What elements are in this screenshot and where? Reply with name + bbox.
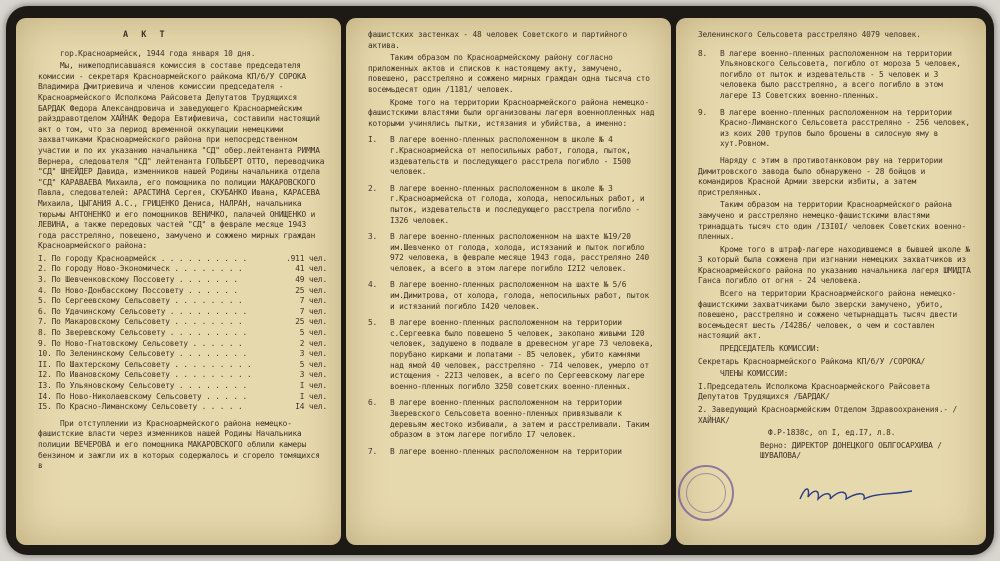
handwritten-signature (796, 483, 916, 505)
camp-item: 3. В лагере военно-пленных расположенном на шахте №19/20 им.Шевченко от голода, холода, истязаний и пыток погибло 972 человека, в феврале месяце 1943 года, расстреляно 240 человек, а всего в этом лагере погибло I2I2 человек. (368, 232, 650, 273)
continuation-text: Зеленинского Сельсовета расстреляно 4079 человек. (698, 30, 921, 39)
archive-reference: Ф.Р-1838с, оп I, ед.I7, л.8. (768, 428, 896, 438)
list-item: 6. По Удачинскому Сельсовету . . . . . . . . . 7 чел. (38, 306, 327, 316)
chair-name: /СОРОКА/ (888, 356, 926, 366)
list-item: 9. По Ново-Гнатовскому Сельсовету . . . . . . 2 чел. (38, 338, 327, 348)
list-item: 2. По городу Ново-Экономическ . . . . . . . . 41 чел. (38, 264, 327, 274)
summary-paragraph: Таким образом по Красноармейскому району согласно приложенных актов и списков к настоящему акту, замучено, повешено, расстреляно и сожжено мирных граждан одна тысяча сто восемьдесят один /1181/ человек. (368, 53, 650, 94)
victims-list (38, 254, 327, 413)
list-item: I. По городу Красноармейск . . . . . . . . . . .911 чел. (38, 253, 327, 263)
member-1: I.Председатель Исполкома Красноармейского Райсовета Депутатов Трудящихся /БАРДАК/ (698, 381, 930, 402)
camp-item: I. В лагере военно-пленных расположенном в школе № 4 г.Красноармейска от непосильных работ, голода, пыток, издевательств и последующего расстрела погибло - I500 человек. (368, 135, 631, 177)
camp-item: 9. В лагере военно-пленных расположенном на территории Красно-Лиманского Сельсовета расстреляно - 256 человек, из коих 200 трупов было брошены в силосную яму в хут.Ровном. (698, 107, 970, 149)
list-item: 5. По Сергеевскому Сельсовету . . . . . . . . 7 чел. (38, 296, 327, 306)
camp-item: 7. В лагере военно-пленных расположенном на территории (368, 446, 622, 456)
list-item: I2. По Ивановскому Сельсовету . . . . . . . . . 3 чел. (38, 370, 327, 380)
list-item: 4. По Ново-Донбасскому Поссовету . . . . . . 25 чел. (38, 285, 327, 295)
paragraph: Кроме того в штраф-лагере находившемся в бывшей школе № 3 который была сожжена при изгнании немецких захватчиков из Красноармейского района по указанию начальника лагеря ШМИДТА Ганса погибло от огня - 24 человека. (698, 244, 971, 286)
list-item: I5. По Красно-Лиманскому Сельсовету . . . . . I4 чел. (38, 402, 327, 412)
members-label: ЧЛЕНЫ КОМИССИИ: (720, 369, 789, 379)
document-page-2 (346, 18, 671, 545)
chair-line: Секретарь Красноармейского Райкома КП/б/У /СОРОКА/ (698, 356, 926, 366)
list-item: I3. По Ульяновскому Сельсовету . . . . . . . . I чел. (38, 381, 327, 390)
paragraph: Наряду с этим в противотанковом рву на территории Димитровского завода было обнаружено - 28 бойцов и командиров Красной Армии зверски избиты, а затем пристрелянных. (698, 155, 943, 197)
camp-item: 4. В лагере военно-пленных расположенном на шахте № 5/6 им.Димитрова, от холода, голода, непосильных работ, пыток и истязаний погибло I420 человек. (368, 280, 650, 311)
list-item: II. По Шахтерскому Сельсовету . . . . . . . . . 5 чел. (38, 359, 327, 369)
certification-line: Верно: ДИРЕКТОР ДОНЕЦКОГО ОБЛГОСАРХИВА /ШУВАЛОВА/ (760, 440, 942, 461)
outro-paragraph: При отступлении из Красноармейского района немецко-фашистские власти через изменников нашей Родины Начальника полиции ВЕЧЕРОВА и его помощника МАКАРОВСКОГО облили камеры бензином и зажгли их в которых содержалось и сгорело томящихся в (38, 418, 320, 471)
document-page-1 (16, 18, 341, 545)
camp-item: 6. В лагере военно-пленных расположенном на территории Зверевского Сельсовета военно-пленных привязывали к деревьям жестоко избивали, а затем и расстреливали. Таким образом в этом лагере погибло I7 человек. (368, 398, 650, 440)
list-item: I4. По Ново-Николаевскому Сельсовету . . . . . I чел. (38, 391, 327, 401)
list-item: 8. По Зверевскому Сельсовету . . . . . . . . . 5 чел. (38, 328, 327, 338)
list-item: 3. По Шевченковскому Поссовету . . . . . . . 49 чел. (38, 275, 327, 285)
act-title: А К Т (123, 30, 169, 40)
paragraph: Всего на территории Красноармейского района немецко-фашистскими захватчиками было зверски замучено, убито, повешено, расстреляно и сожжено четырнадцать тысяч двести восемьдесят шесть /I4286/ человек, о чем и составлен настоящий акт. (698, 289, 958, 341)
place-date: гор.Красноармейск, 1944 года января 10 дня. (60, 48, 256, 58)
intro-paragraph: Мы, нижеподписавшаяся комиссия в составе председателя комиссии - секретаря Красноармейского райкома КП/б/У СОРОКА Владимира Дмитриевича и членов комиссии председателя - Красноармейского Исполкома Райсовета Депутатов Трудящихся БАРДАК Федора Александровича и заведующего Красноармейским райздравотделом ХАЙНАК Федора Евтифиевича, составили настоящий акт о том, что за период временной оккупации немецкими захватчиками Красноармейского района при непосредственном участии и по их указанию начальника "СД" обер.лейтенанта РИММА Вернера, следователя "СД" лейтенанта ГОЛЬБЕРТ ОТТО, переводчика "СД" ШНЕЙДЕР Давида, изменников нашей Родины начальника отдела "СД" КАРАВАЕВА Михаила, его помощника по полиции МАКАРОВСКОГО Павла, следователей: АРАСТИНА Сергея, СКУБАНКО Ивана, КАРАСЕВА Михаила, ЦЫГАНИЯ А.С., ГРИЦЕНКО Дениса, НАЛРАН, начальника тюрьмы АНТОНЕНКО и его помощников ВЕНИЧКО, палачей ОНИЩЕНКО и ЛЕВИНА, а также передовых частей "СД" в феврале месяце 1943 года расстреляно, повешено, замучено и сожжено мирных граждан Красноармейского района: (38, 61, 325, 251)
camp-item: 5. В лагере военно-пленных расположенном на территории с.Сергеевка было повешено 5 человек, закопано живыми I20 человек, задушено в подвале в древесном угаре 73 человека, порубано кирками и лопатами - 85 человек, убито камнями над ямой 40 человек, расстреляно - 7I4 человек, умерло от истощения - 22I3 человек, а всего по Сергеевскому лагере военно-пленных погибло 3250 советских военно-пленных. (368, 318, 654, 391)
camps-intro: Кроме того на территории Красноармейского района немецко-фашистскими властями были организованы лагеря военнопленных над которыми учинялись пытки, истязания и убийства, а именно: (368, 97, 655, 128)
round-seal-stamp (678, 465, 734, 521)
list-item: 7. По Макаровскому Сельсовету . . . . . . . . 25 чел. (38, 317, 327, 327)
camp-item: 8. В лагере военно-пленных расположенном на территории Ульяновского Сельсовета, погибло от мороза 5 человек, погибло от пыток и издевательств - 5 человек и 3 человека было расстреляно, а всего погибло в этом лагере I3 Советских военно-пленных. (698, 48, 961, 100)
list-item: 10. По Зеленинскому Сельсовету . . . . . . . . 3 чел. (38, 349, 327, 359)
chair-label: ПРЕДСЕДАТЕЛЬ КОМИССИИ: (720, 344, 820, 354)
member-2: 2. Заведующий Красноармейским Отделом Здравоохранения.- /ХАЙНАК/ (698, 405, 958, 425)
document-page-3 (676, 18, 986, 545)
continuation-text: фашистских застенках - 48 человек Советского и партийного актива. (368, 30, 628, 50)
photo-frame (6, 6, 994, 555)
camp-item: 2. В лагере военно-пленных расположенном в школе № 3 г.Красноармейска от голода, холода, непосильных работ, и пыток, издевательств и последующего расстрела погибло - I326 человек. (368, 183, 645, 225)
paragraph: Таким образом на территории Красноармейского района замучено и расстреляно немецко-фашистскими властями тринадцать тысяч сто один /I3I0I/ человек Советских военно-пленных. (698, 200, 967, 242)
